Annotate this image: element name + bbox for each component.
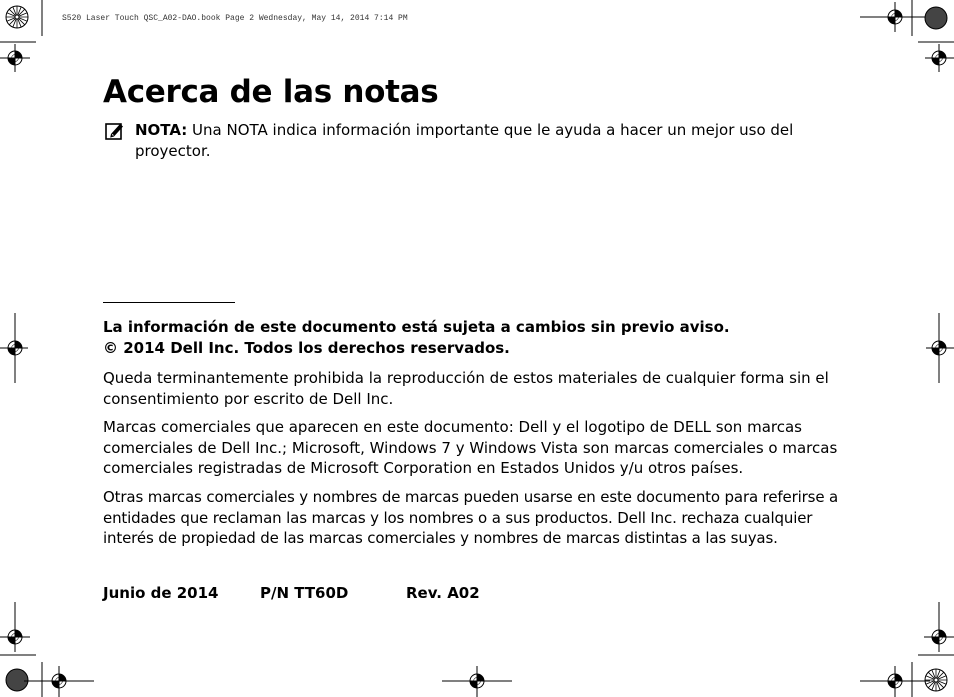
note-text xyxy=(135,120,855,162)
note-label: NOTA: xyxy=(135,121,188,139)
footer xyxy=(103,583,603,605)
notice-line-2: © 2014 Dell Inc. Todos los derechos reservados. xyxy=(103,339,510,357)
page-title: Acerca de las notas xyxy=(103,74,439,110)
footer-date: Junio de 2014 xyxy=(103,584,219,602)
note-pencil-icon xyxy=(105,121,125,141)
note-body: Una NOTA indica información importante que le ayuda a hacer un mejor uso del proyector. xyxy=(135,121,794,160)
slug-line: S520 Laser Touch QSC_A02-DAO.book Page 2 Wednesday, May 14, 2014 7:14 PM xyxy=(62,14,408,23)
notice-line-1: La información de este documento está sujeta a cambios sin previo aviso. xyxy=(103,318,730,336)
footer-part-number: P/N TT60D xyxy=(260,584,349,602)
footer-revision: Rev. A02 xyxy=(406,584,480,602)
footnote-divider xyxy=(103,302,235,303)
paragraph-other-marks: Otras marcas comerciales y nombres de marcas pueden usarse en este documento para referirse a entidades que reclaman las marcas y los nombres o a sus productos. Dell Inc. rechaza cualquier interés de propiedad de las marcas comerciales y nombres de marcas distintas a las suyas. xyxy=(103,488,839,547)
paragraph-trademarks: Marcas comerciales que aparecen en este documento: Dell y el logotipo de DELL son marcas comerciales de Dell Inc.; Microsoft, Windows 7 y Windows Vista son marcas comerciales o marcas comerciales registradas de Microsoft Corporation en Estados Unidos y/u otros países. xyxy=(103,418,838,477)
legal-notice xyxy=(103,317,863,359)
paragraph-reproduction: Queda terminantemente prohibida la reproducción de estos materiales de cualquier forma sin el consentimiento por escrito de Dell Inc. xyxy=(103,369,829,408)
